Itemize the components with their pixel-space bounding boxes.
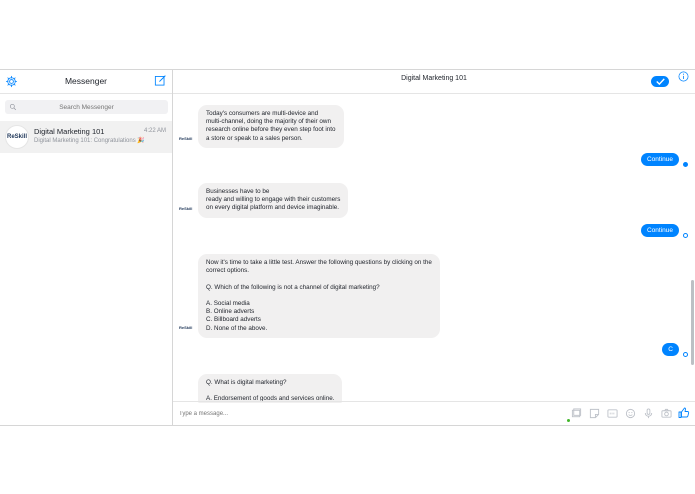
online-indicator — [567, 419, 570, 422]
search-input[interactable] — [5, 100, 168, 114]
messenger-app — [0, 69, 695, 426]
thumbs-up-icon[interactable] — [678, 407, 690, 419]
reply-button-continue[interactable]: Continue — [641, 224, 679, 237]
emoji-icon[interactable] — [624, 407, 636, 419]
conversation-title: Digital Marketing 101 — [401, 75, 467, 82]
message-bubble — [198, 105, 344, 148]
conversation-preview: Digital Marketing 101: Congratulations 🎉 — [34, 138, 145, 144]
search-icon — [9, 103, 17, 111]
conversation-item[interactable] — [0, 121, 172, 153]
conversation-time: 4:22 AM — [143, 128, 166, 134]
check-icon — [656, 78, 665, 85]
sidebar-header — [0, 70, 172, 94]
compose-icon[interactable] — [154, 74, 167, 87]
message-text: Businesses have to be ready and willing to engage with their customers on every digital platform and device imaginable. — [206, 188, 341, 212]
conversation-pane — [173, 70, 695, 425]
sender-label: ReSkill — [179, 206, 193, 211]
sidebar — [0, 70, 173, 425]
sender-label: ReSkill — [179, 136, 193, 141]
sidebar-title: Messenger — [64, 76, 108, 86]
conversation-name: Digital Marketing 101 — [34, 127, 105, 136]
message-text: Now it's time to take a little test. Answer the following questions by clicking on the correct options. Q. Which of the following is not a channel of digital marketing? A. Social media B. Online adverts C. Billboard adverts D. None of the above. — [206, 259, 432, 332]
read-receipt-icon — [683, 162, 688, 167]
image-icon[interactable] — [570, 407, 582, 419]
conversation-header — [173, 70, 695, 94]
sent-receipt-icon — [683, 352, 688, 357]
composer — [173, 401, 695, 425]
message-text: Today's consumers are multi-device and multi-channel, doing the majority of their own research online before they even step foot into a store or speak to a sales person. — [206, 110, 336, 142]
microphone-icon[interactable] — [642, 407, 654, 419]
sent-receipt-icon — [683, 233, 688, 238]
sender-label: ReSkill — [179, 325, 193, 330]
message-list[interactable] — [173, 95, 695, 403]
reply-button-c[interactable]: C — [662, 343, 679, 356]
info-icon[interactable] — [678, 71, 689, 82]
message-bubble — [198, 254, 440, 338]
message-text: Q. What is digital marketing? A. Endorsement of goods and services online. — [206, 379, 335, 403]
message-input[interactable] — [179, 409, 549, 419]
checkmark-button[interactable] — [651, 76, 669, 87]
sticker-icon[interactable] — [588, 407, 600, 419]
gif-icon[interactable] — [606, 407, 618, 419]
camera-icon[interactable] — [660, 407, 672, 419]
message-bubble — [198, 183, 348, 218]
message-bubble — [198, 374, 342, 403]
reply-button-continue[interactable]: Continue — [641, 153, 679, 166]
scrollbar[interactable] — [691, 280, 694, 365]
avatar: ReSkill — [5, 125, 29, 149]
composer-tools — [570, 407, 690, 419]
